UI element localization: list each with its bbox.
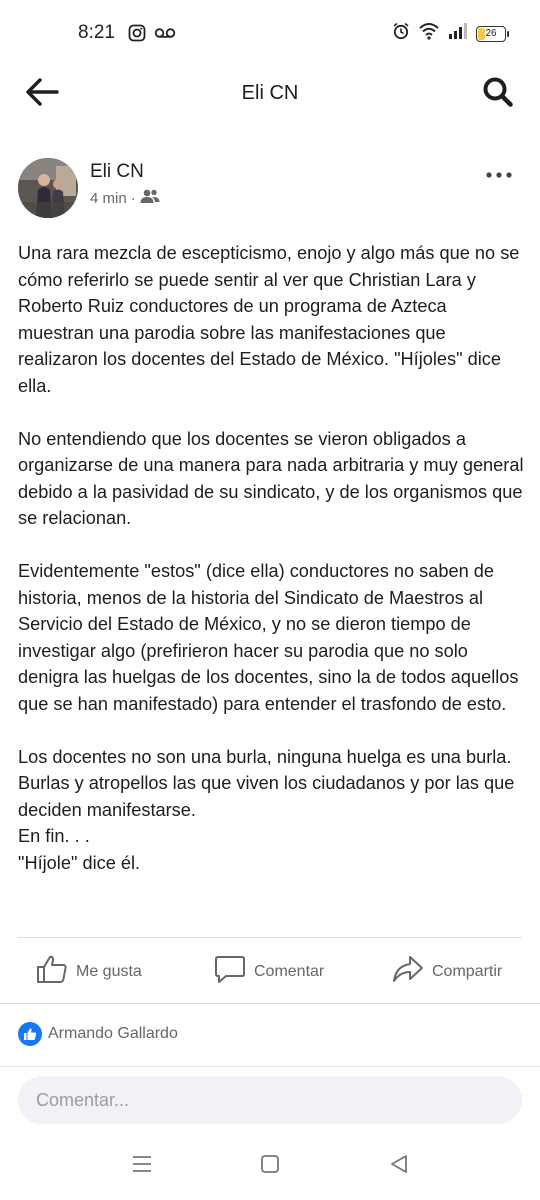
more-dots-icon [486,165,512,183]
home-square-icon [260,1154,280,1179]
reaction-names: Armando Gallardo [48,1025,178,1042]
instagram-icon [128,24,146,47]
like-reaction-icon [18,1022,42,1046]
status-bar [0,0,540,68]
post-header [18,156,522,222]
thumbs-up-icon [36,954,68,989]
status-right-icons [392,22,506,45]
wifi-icon [418,22,440,45]
post-text [18,240,524,876]
menu-lines-icon [131,1155,153,1178]
post-actions [0,946,540,998]
post-time[interactable]: 4 min [90,189,127,207]
post-paragraph: No entendiendo que los docentes se vieron obligados a organizarse de una manera para nada arbitraria y muy general debido a la pasividad de su sindicato, y de los organismos que se relacionan. [18,428,524,528]
system-nav-bar [0,1146,540,1186]
battery-icon [476,26,506,42]
alarm-icon [392,22,410,45]
post-paragraph: Una rara mezcla de escepticismo, enojo y algo más que no se cómo referirlo se puede sentir al ver que Christian Lara y Roberto Ruiz conductores de un programa de Azteca muestran una parodia sobre las manifestaciones que realizaron los docentes del Estado de México. "Híjoles" dice ella. [18,243,520,396]
search-icon [482,76,514,113]
more-options-button[interactable] [484,164,514,184]
page-title: Eli CN [241,82,299,104]
recent-apps-button[interactable] [127,1154,157,1178]
search-button[interactable] [478,74,518,114]
like-label: Me gusta [76,962,142,980]
post-paragraph: Evidentemente "estos" (dice ella) conductores no saben de historia, menos de la historia del Sindicato de Maestros al Servicio del Estado de México, y no se dieron tiempo de investigar algo (prefirieron hacer su parodia que no solo denigra las huelgas de los docentes, sino la de todos aquellos que se han manifestado) para entender el trasfondo de esto. [18,561,519,714]
like-button[interactable] [36,954,142,989]
comment-bubble-icon [214,954,246,989]
signal-icon [448,23,468,44]
avatar[interactable] [18,158,78,218]
voicemail-icon [154,26,176,45]
home-button[interactable] [255,1154,285,1178]
app-header [0,68,540,122]
author-name[interactable]: Eli CN [90,161,144,182]
share-label: Compartir [432,962,503,980]
comment-input[interactable] [18,1076,522,1124]
comment-label: Comentar [254,962,325,980]
comment-divider [0,1066,540,1067]
post-paragraph: Los docentes no son una burla, ninguna huelga es una burla. Burlas y atropellos las que viven los ciudadanos y por las que deciden manifestarse. En fin. . . "Híjole" dice él. [18,746,515,873]
status-time: 8:21 [78,22,115,43]
battery-level: 26 [485,28,497,39]
post-meta [90,189,160,207]
back-nav-button[interactable] [384,1154,414,1178]
status-left-icons [128,24,176,47]
meta-separator: · [130,189,136,207]
back-triangle-icon [389,1154,409,1179]
share-button[interactable] [392,954,502,989]
share-arrow-icon [392,954,424,989]
comment-button[interactable] [214,954,324,989]
reactions-summary[interactable] [18,1022,178,1046]
reactions-divider [0,1003,540,1004]
actions-divider [18,937,522,938]
friends-icon [140,189,160,207]
avatar-photo [18,158,78,218]
